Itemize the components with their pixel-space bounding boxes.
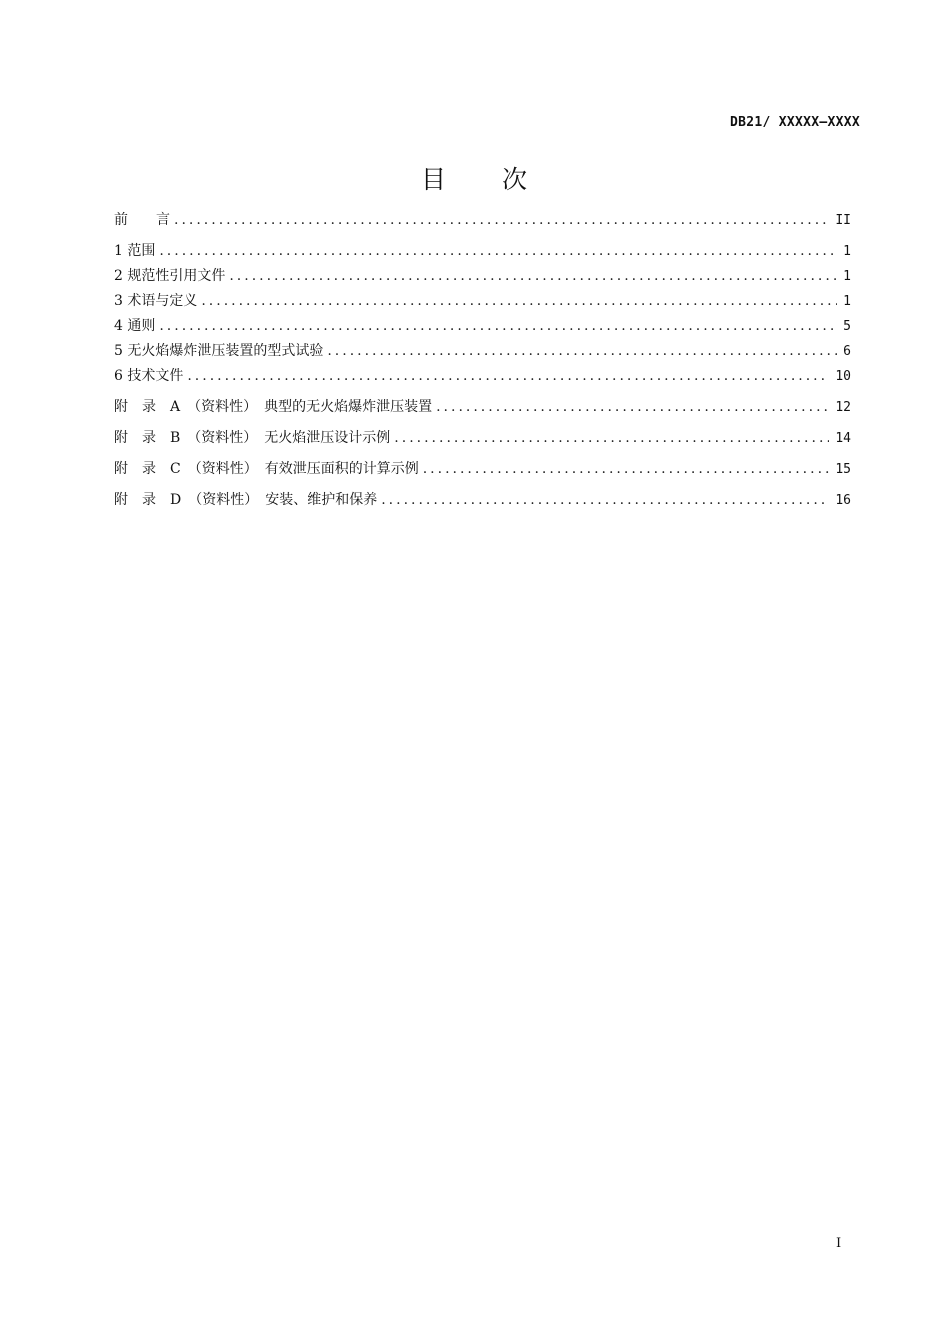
toc-entry-page: 12 bbox=[835, 400, 851, 415]
toc-leader-dots bbox=[327, 343, 837, 359]
toc-entry-type-test[interactable] bbox=[114, 340, 851, 365]
toc-entry-page: 1 bbox=[843, 294, 851, 309]
toc-entry-page: 5 bbox=[843, 319, 851, 334]
toc-leader-dots bbox=[381, 492, 829, 508]
toc-entry-label: 6 技术文件 bbox=[114, 368, 184, 384]
page-number: I bbox=[836, 1236, 842, 1251]
toc-entry-annex-d[interactable] bbox=[114, 489, 851, 520]
toc-entry-label: 4 通则 bbox=[114, 318, 156, 334]
toc-leader-dots bbox=[201, 293, 837, 309]
toc-entry-label: 附 录 D （资料性） 安装、维护和保养 bbox=[114, 492, 378, 508]
toc-leader-dots bbox=[174, 212, 829, 228]
toc-entry-label: 1 范围 bbox=[114, 243, 156, 259]
toc-entry-page: 6 bbox=[843, 344, 851, 359]
toc-entry-normative-references[interactable] bbox=[114, 265, 851, 290]
toc-entry-page: 14 bbox=[835, 431, 851, 446]
toc-entry-page: 10 bbox=[835, 369, 851, 384]
toc-leader-dots bbox=[229, 268, 837, 284]
table-of-contents bbox=[114, 209, 851, 520]
toc-entry-page: 1 bbox=[843, 269, 851, 284]
document-code: DB21/ XXXXX—XXXX bbox=[729, 115, 860, 130]
toc-entry-foreword[interactable] bbox=[114, 209, 851, 240]
toc-entry-label: 5 无火焰爆炸泄压装置的型式试验 bbox=[114, 343, 324, 359]
toc-entry-terms-definitions[interactable] bbox=[114, 290, 851, 315]
toc-leader-dots bbox=[436, 399, 829, 415]
toc-entry-annex-c[interactable] bbox=[114, 458, 851, 489]
toc-entry-general-rules[interactable] bbox=[114, 315, 851, 340]
toc-entry-page: II bbox=[835, 213, 851, 228]
toc-entry-page: 1 bbox=[843, 244, 851, 259]
toc-leader-dots bbox=[159, 243, 837, 259]
toc-leader-dots bbox=[159, 318, 837, 334]
toc-leader-dots bbox=[423, 461, 830, 477]
toc-entry-label: 附 录 C （资料性） 有效泄压面积的计算示例 bbox=[114, 461, 419, 477]
toc-entry-annex-b[interactable] bbox=[114, 427, 851, 458]
toc-entry-label: 附 录 B （资料性） 无火焰泄压设计示例 bbox=[114, 430, 391, 446]
toc-entry-label: 附 录 A （资料性） 典型的无火焰爆炸泄压装置 bbox=[114, 399, 433, 415]
toc-entry-label: 3 术语与定义 bbox=[114, 293, 198, 309]
toc-entry-label: 前 言 bbox=[114, 212, 170, 228]
toc-entry-page: 15 bbox=[835, 462, 851, 477]
toc-entry-technical-documents[interactable] bbox=[114, 365, 851, 396]
toc-entry-label: 2 规范性引用文件 bbox=[114, 268, 226, 284]
toc-leader-dots bbox=[187, 368, 829, 384]
page-title: 目 次 bbox=[420, 165, 529, 194]
toc-entry-scope[interactable] bbox=[114, 240, 851, 265]
toc-leader-dots bbox=[394, 430, 829, 446]
toc-entry-page: 16 bbox=[835, 493, 851, 508]
toc-entry-annex-a[interactable] bbox=[114, 396, 851, 427]
